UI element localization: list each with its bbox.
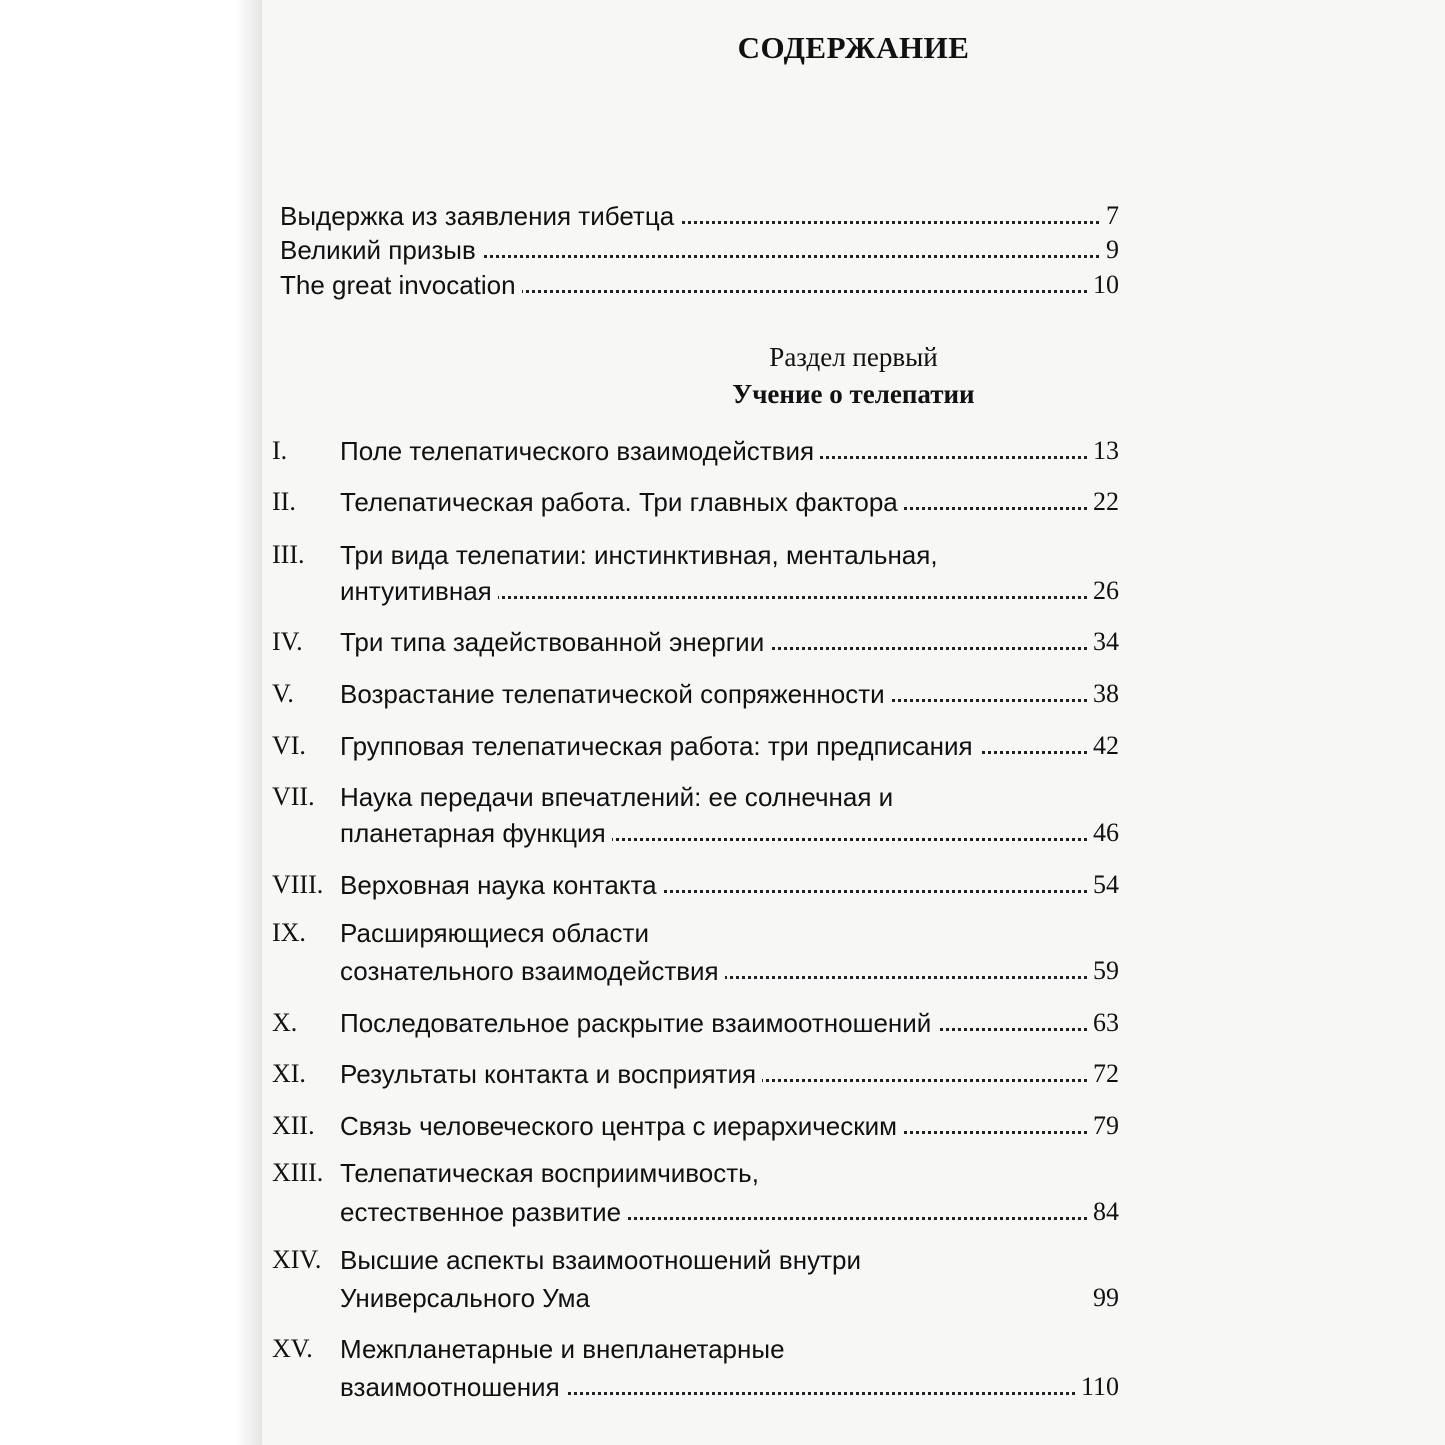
section-name: Учение о телепатии [732,379,975,409]
chapter-title-line1: Три вида телепатии: инстинктивная, ментальная, [340,540,938,570]
chapter-page: 84 [1087,1195,1119,1229]
chapter-number: I. [272,436,288,465]
chapter-title-line1: Наука передачи впечатлений: ее солнечная и [340,782,894,812]
toc-entry-front-2 [0,233,1445,267]
chapter-title: Телепатическая работа. Три главных фактора [340,485,904,519]
toc-chapter-10 [0,1006,1445,1040]
toc-entry-title: Великий призыв [280,233,482,267]
chapter-title: взаимоотношения [340,1370,566,1404]
toc-entry-front-1 [0,199,1445,233]
toc-chapter-8 [0,868,1445,902]
chapter-title: сознательного взаимодействия [340,954,725,988]
chapter-title: естественное развитие [340,1195,627,1229]
chapter-number: X. [272,1008,298,1037]
chapter-page: 13 [1087,434,1119,468]
chapter-page: 54 [1087,868,1119,902]
chapter-number: XI. [272,1059,306,1088]
chapter-number: II. [272,487,296,516]
chapter-title-line1: Расширяющиеся области [340,918,649,948]
chapter-title: Три типа задействованной энергии [340,625,770,659]
chapter-page: 72 [1087,1057,1119,1091]
chapter-number: XIV. [272,1245,322,1274]
chapter-page: 38 [1087,677,1119,711]
chapter-number: XIII. [272,1158,324,1187]
toc-entry-title: Выдержка из заявления тибетца [280,199,680,233]
toc-chapter-11 [0,1057,1445,1091]
chapter-title-line1: Межпланетарные и внепланетарные [340,1334,785,1364]
chapter-title: Последовательное раскрытие взаимоотношений [340,1006,937,1040]
chapter-page: 63 [1087,1006,1119,1040]
chapter-page: 46 [1087,816,1119,850]
toc-entry-page: 7 [1100,199,1119,233]
chapter-title: интуитивная [340,574,498,608]
chapter-number: V. [272,679,294,708]
chapter-title: Результаты контакта и восприятия [340,1057,762,1091]
chapter-page: 110 [1075,1370,1119,1404]
chapter-number: IV. [272,627,303,656]
toc-entry-front-3 [0,268,1445,302]
toc-entry-page: 10 [1087,268,1119,302]
toc-chapter-1 [0,434,1445,468]
chapter-number: XII. [272,1111,315,1140]
toc-chapter-12 [0,1109,1445,1143]
chapter-title: Связь человеческого центра с иерархическим [340,1109,903,1143]
toc-entry-page: 9 [1100,233,1119,267]
chapter-number: VII. [272,782,315,811]
chapter-number: IX. [272,918,306,947]
chapter-page: 79 [1087,1109,1119,1143]
chapter-number: III. [272,540,305,569]
chapter-title: Универсального Ума [340,1281,596,1315]
toc-chapter-2 [0,485,1445,519]
chapter-page: 42 [1087,729,1119,763]
chapter-title: Поле телепатического взаимодействия [340,434,820,468]
chapter-title: планетарная функция [340,816,612,850]
toc-chapter-6 [0,729,1445,763]
chapter-title: Возрастание телепатической сопряженности [340,677,891,711]
toc-chapter-5 [0,677,1445,711]
chapter-number: VIII. [272,870,324,899]
chapter-title-line1: Телепатическая восприимчивость, [340,1158,759,1188]
toc-chapter-4 [0,625,1445,659]
chapter-page: 59 [1087,954,1119,988]
chapter-title: Верховная наука контакта [340,868,663,902]
chapter-title-line1: Высшие аспекты взаимоотношений внутри [340,1245,861,1275]
chapter-page: 34 [1087,625,1119,659]
chapter-page: 26 [1087,574,1119,608]
section-label: Раздел первый [769,342,938,372]
chapter-number: XV. [272,1334,313,1363]
toc-entry-title: The great invocation [280,268,522,302]
chapter-number: VI. [272,731,306,760]
chapter-title: Групповая телепатическая работа: три предписания [340,729,979,763]
page-title: СОДЕРЖАНИЕ [737,30,970,65]
chapter-page: 22 [1087,485,1119,519]
chapter-page: 99 [1087,1281,1119,1315]
